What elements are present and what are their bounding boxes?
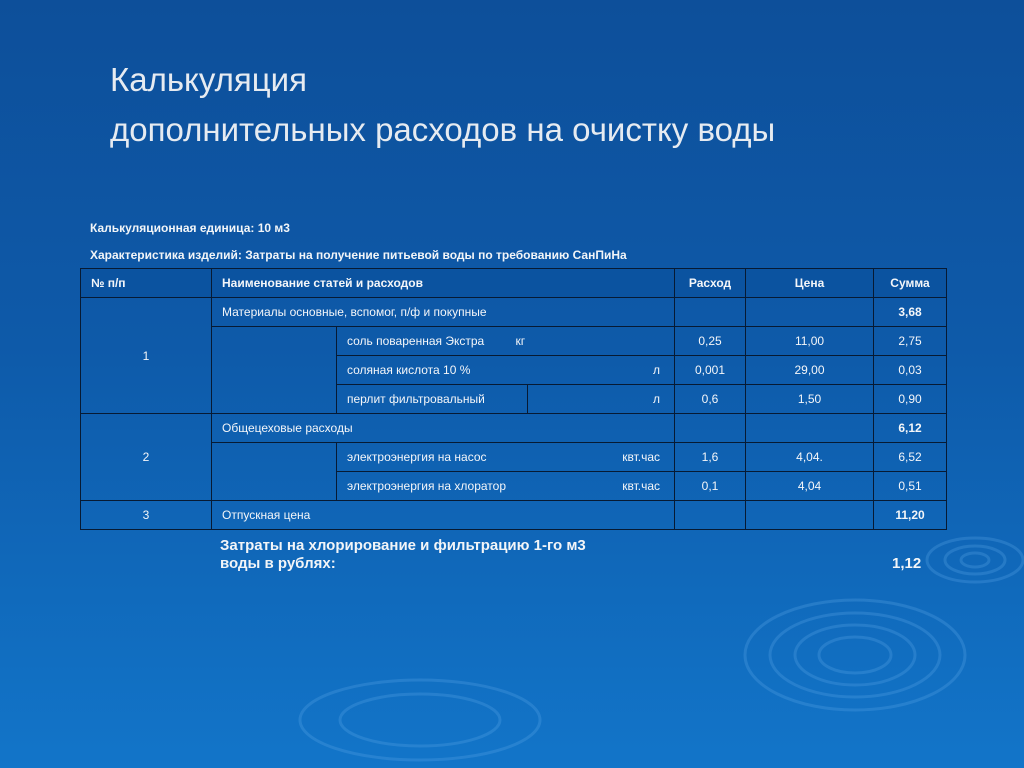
item-qty: 0,1	[675, 472, 746, 501]
item-name	[337, 356, 675, 385]
item-qty: 1,6	[675, 443, 746, 472]
item-name-text: соляная кислота 10 %	[347, 363, 471, 377]
characteristics-text: Характеристика изделий: Затраты на получение питьевой воды по требованию СанПиНа	[90, 248, 627, 262]
item-unit: кг	[515, 334, 526, 348]
item-name-text: электроэнергия на хлоратор	[347, 479, 507, 493]
item-name	[337, 443, 675, 472]
item-sum: 2,75	[874, 327, 947, 356]
item-unit-cell	[528, 385, 675, 414]
row-number: 2	[81, 414, 212, 501]
row-number: 3	[81, 501, 212, 530]
item-qty: 0,001	[675, 356, 746, 385]
item-unit: квт.час	[622, 479, 661, 493]
calculation-table	[80, 268, 947, 530]
row-number: 1	[81, 298, 212, 414]
item-name-text: перлит фильтровальный	[337, 385, 528, 414]
item-unit: квт.час	[622, 450, 661, 464]
item-unit: л	[653, 363, 661, 377]
item-name-text: электроэнергия на насос	[347, 450, 487, 464]
item-name	[337, 327, 675, 356]
header-quantity: Расход	[675, 269, 746, 298]
group-sum: 6,12	[874, 414, 947, 443]
table-row	[81, 298, 947, 327]
item-qty: 0,6	[675, 385, 746, 414]
chlorination-cost-label	[220, 537, 586, 573]
header-item-name: Наименование статей и расходов	[212, 269, 675, 298]
footer-line-2: воды в рублях:	[220, 555, 336, 572]
title-line-2: дополнительных расходов на очистку воды	[110, 111, 776, 148]
title-line-1: Калькуляция	[110, 61, 307, 98]
item-price: 4,04	[746, 472, 874, 501]
item-name	[337, 472, 675, 501]
calculation-unit-text: Калькуляционная единица: 10 м3	[90, 221, 290, 235]
group-label: Материалы основные, вспомог, п/ф и покупные	[212, 298, 675, 327]
item-sum: 6,52	[874, 443, 947, 472]
header-number: № п/п	[81, 269, 212, 298]
group-label: Общецеховые расходы	[212, 414, 675, 443]
item-price: 29,00	[746, 356, 874, 385]
table-row	[81, 501, 947, 530]
item-sum: 0,90	[874, 385, 947, 414]
header-sum: Сумма	[874, 269, 947, 298]
item-sum: 0,03	[874, 356, 947, 385]
slide-title	[110, 55, 775, 155]
group-label: Отпускная цена	[212, 501, 675, 530]
table-row	[81, 414, 947, 443]
footer-line-1: Затраты на хлорирование и фильтрацию 1-го м3	[220, 537, 586, 554]
item-unit: л	[653, 392, 661, 406]
item-qty: 0,25	[675, 327, 746, 356]
item-price: 4,04.	[746, 443, 874, 472]
item-sum: 0,51	[874, 472, 947, 501]
chlorination-cost-value: 1,12	[892, 555, 922, 572]
item-name-text: соль поваренная Экстра	[347, 334, 485, 348]
item-price: 1,50	[746, 385, 874, 414]
group-sum: 11,20	[874, 501, 947, 530]
item-price: 11,00	[746, 327, 874, 356]
group-sum: 3,68	[874, 298, 947, 327]
table-header-row	[81, 269, 947, 298]
header-price: Цена	[746, 269, 874, 298]
